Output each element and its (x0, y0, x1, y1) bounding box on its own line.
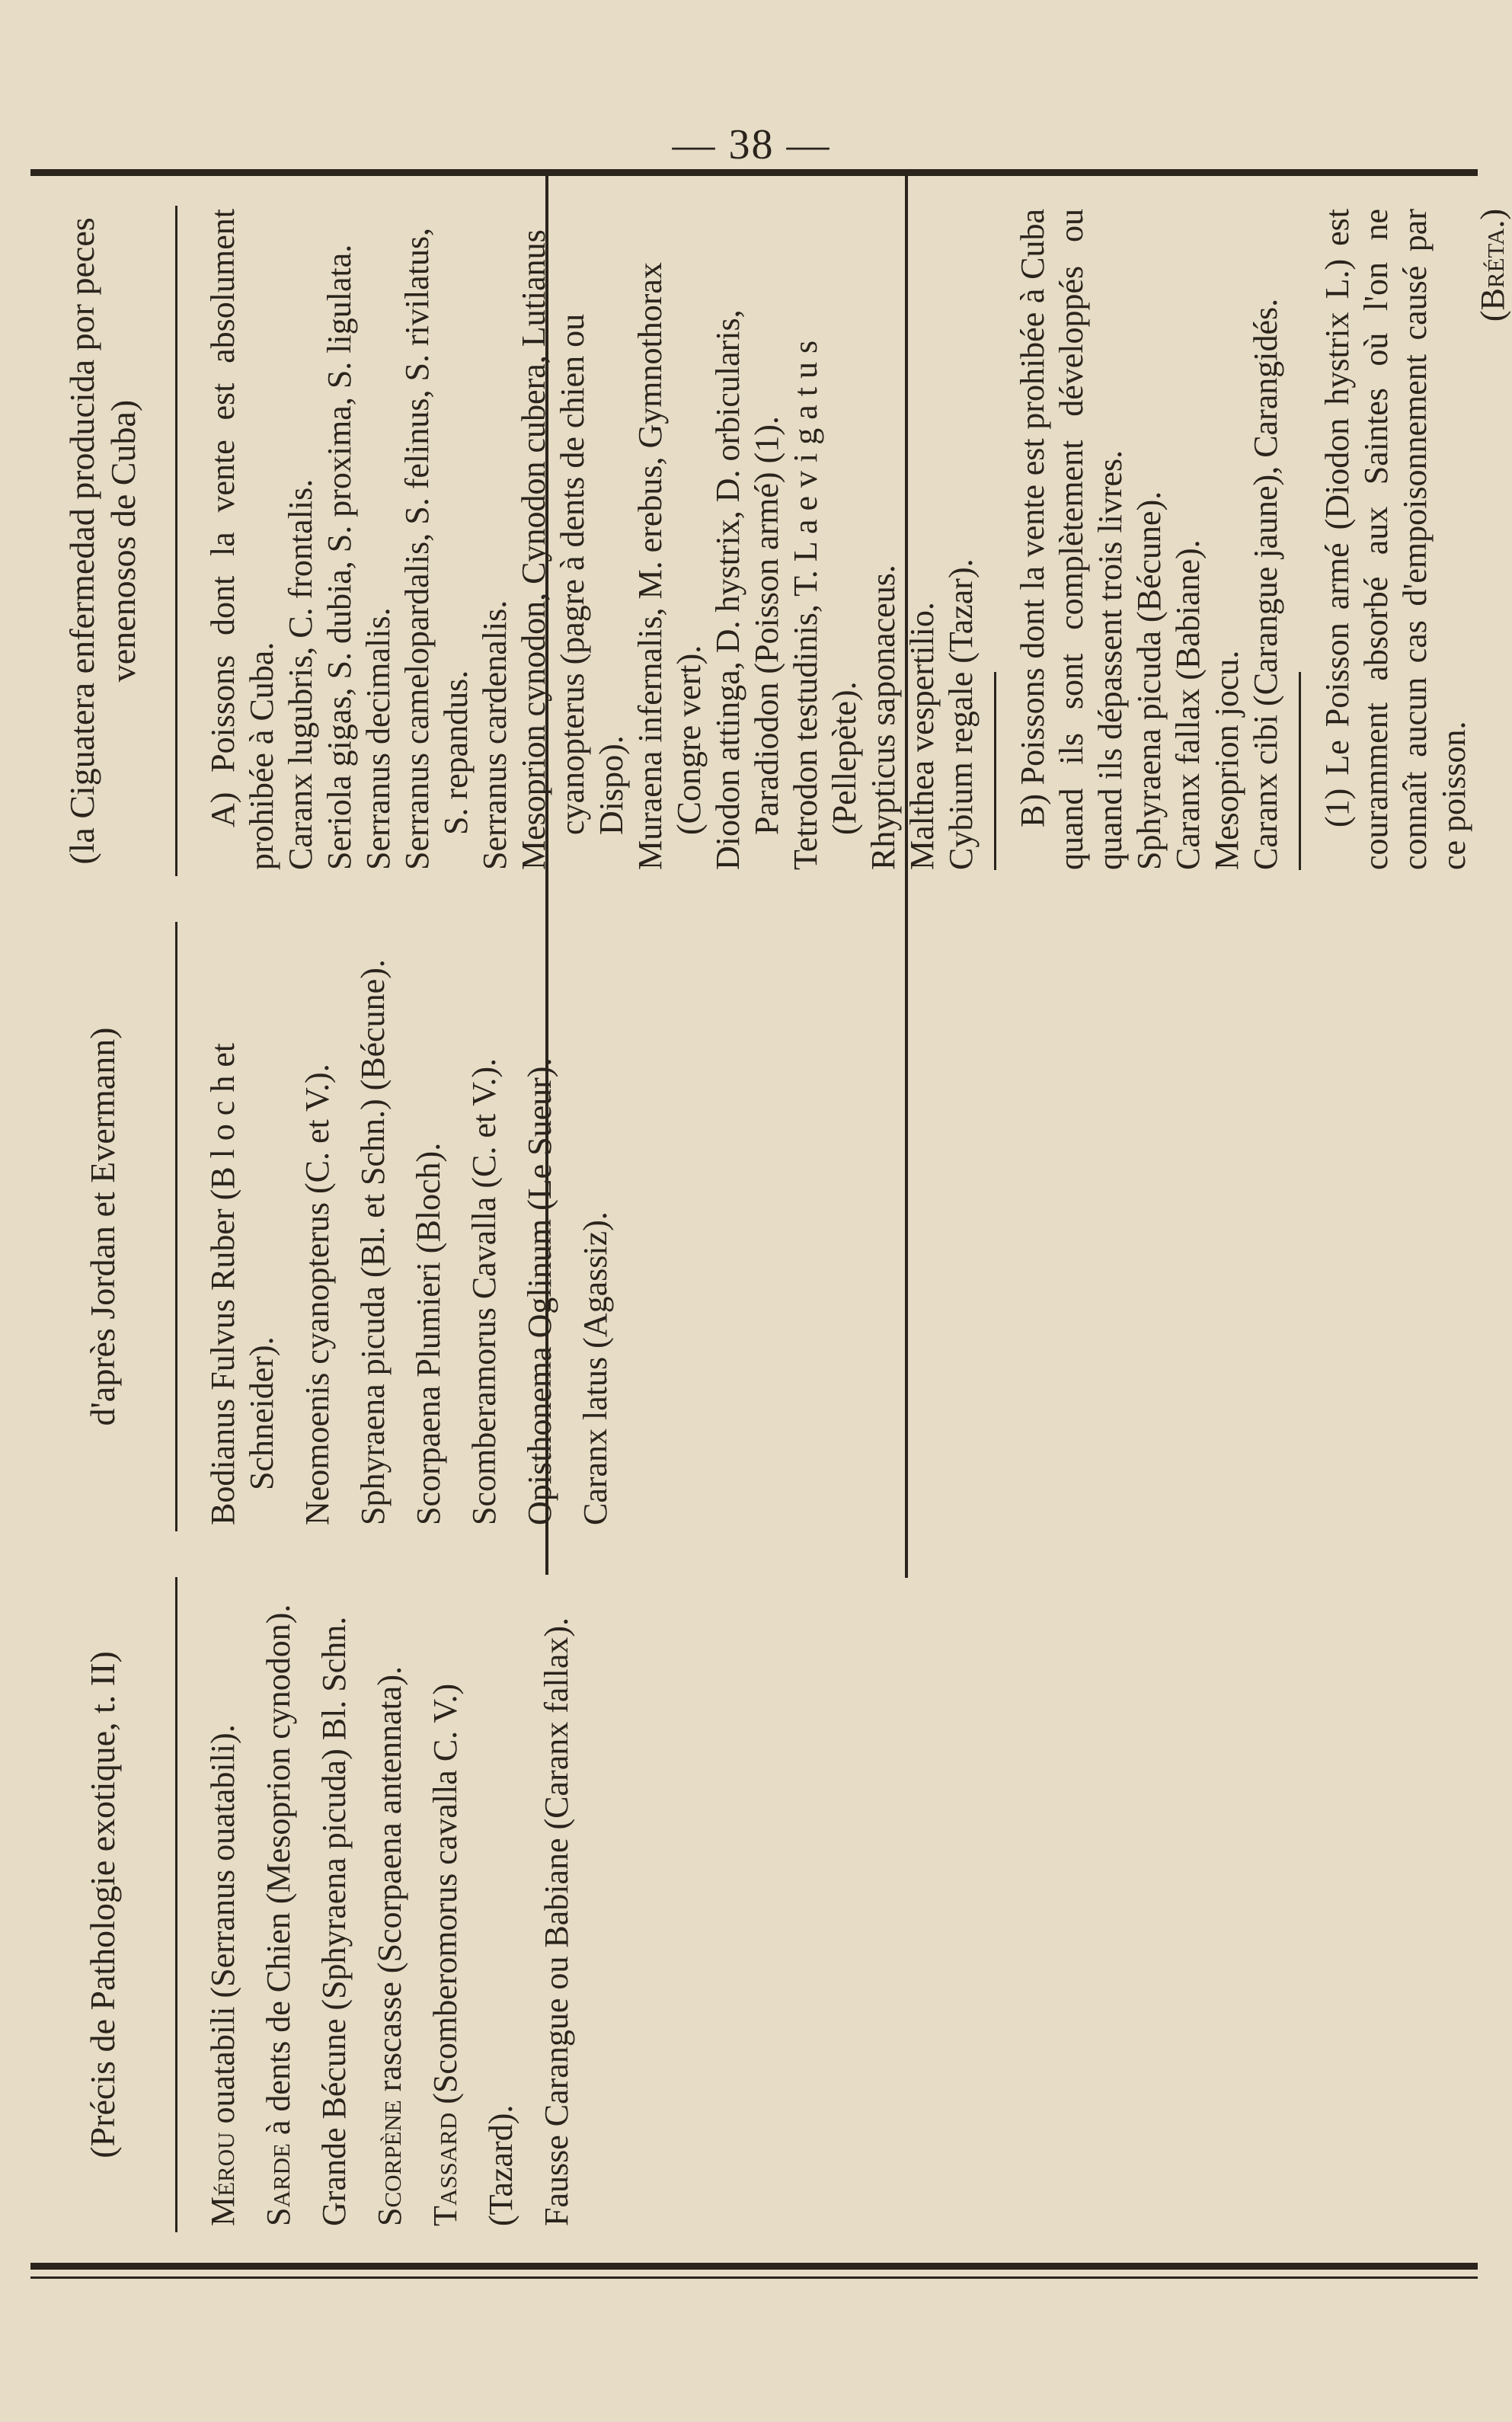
prohibited-species: Diodon attinga, D. hystrix, D. orbicularis, Paradiodon (Poisson armé) (1). (709, 309, 785, 870)
section-a-intro: A) Poissons dont la vente est absolument prohibée à Cuba. (204, 209, 280, 870)
column-jordan-body (177, 914, 615, 1539)
prohibited-species: Rhypticus saponaceus. (865, 565, 902, 870)
column-precis-body (177, 1569, 576, 2240)
entry-text: (Scomberomorus cavalla C. V.) (427, 1683, 464, 2113)
common-name: Sarde (260, 2143, 297, 2226)
footnote-source: (Bréta.) (1474, 209, 1511, 322)
prohibited-species: Serranus cardenalis. (476, 600, 513, 870)
species-entry: Neomoenis cyanopterus (C. et V.). (299, 1064, 336, 1525)
header-precis: (Précis de Pathologie exotique, t. II) (30, 1577, 177, 2232)
prohibited-species: Serranus camelopardalis, S. felinus, S. rivilatus, S. repandus. (398, 227, 475, 870)
precis-entry (370, 1580, 409, 2226)
prohibited-species: Caranx fallax (Babiane). (1169, 539, 1207, 870)
prohibited-species: Muraena infernalis, M. erebus, Gymnothorax (Congre vert). (631, 262, 708, 870)
header-jordan: d'après Jordan et Evermann) (30, 922, 177, 1531)
species-entry: Scomberamorus Cavalla (C. et V.). (465, 1057, 503, 1525)
section-b-list (1130, 209, 1285, 870)
common-name: Scorpène (371, 2100, 408, 2226)
header-ciguatera: (la Ciguatera enfermedad producida por peces venenosos de Cuba) (30, 206, 177, 876)
entry-text: (Tazard). (482, 2104, 519, 2226)
page-number: — 38 — (672, 121, 831, 168)
precis-entry (259, 1580, 298, 2226)
precis-entry (481, 1580, 520, 2226)
common-name: Tassard (427, 2112, 464, 2226)
column-precis (30, 1569, 1478, 2240)
prohibited-species: Mesoprion jocu. (1208, 650, 1245, 870)
species-entry: Caranx latus (Agassiz). (577, 1211, 614, 1525)
prohibited-species: Seriola gigas, S. dubia, S. proxima, S. ligulata. (321, 244, 358, 870)
column-ciguatera (30, 198, 1511, 884)
species-entry: Opisthonema Oglinum (Le Sueur). (521, 1057, 558, 1525)
bottom-rule (30, 2263, 1478, 2270)
entry-text: à dents de Chien (Mesoprion cynodon). (260, 1604, 297, 2144)
entry-text: Grande Bécune (Sphyraena picuda) Bl. Schn. (315, 1616, 353, 2226)
rotated-table (30, 183, 1511, 2240)
prohibited-species: Caranx lugubris, C. frontalis. (282, 478, 319, 870)
section-a-list (281, 209, 980, 870)
footnote-rule (1299, 672, 1301, 870)
prohibited-species: Cybium regale (Tazar). (942, 558, 980, 870)
prohibited-species: Mesoprion cynodon, Cynodon cubera, Lutianus cyanopterus (pagre à dents de chien ou Dispo). (515, 229, 630, 870)
species-entry: Scorpaena Plumieri (Bloch). (410, 1142, 447, 1525)
footnote: (1) Le Poisson armé (Diodon hystrix L.) est couramment absorbé aux Saintes où l'on ne connaît aucun cas d'empoisonnement causé par ce poisson. (1319, 209, 1472, 870)
entry-text: ouatabili (Serranus ouatabili). (204, 1724, 241, 2132)
section-b-intro: B) Poissons dont la vente est prohibée à Cuba quand ils sont complètement développés ou quand ils dépassent trois livres. (1014, 209, 1129, 870)
precis-entry (537, 1580, 576, 2226)
precis-entry (203, 1580, 242, 2226)
section-divider (994, 672, 996, 870)
entry-text: Fausse Carangue ou Babiane (Caranx fallax). (538, 1617, 575, 2226)
column-jordan (30, 914, 1478, 1539)
species-entry: Sphyraena picuda (Bl. et Schn.) (Bécune). (354, 959, 392, 1525)
entry-text: rascasse (Scorpaena antennata). (371, 1666, 408, 2100)
species-entry: Bodianus Fulvus Ruber (B l o c h et Schneider). (204, 1042, 280, 1525)
prohibited-species: Caranx cibi (Carangue jaune), Carangidés. (1247, 298, 1284, 870)
prohibited-species: Tetrodon testudinis, T. L a e v i g a t u s (Pellepète). (787, 340, 863, 870)
prohibited-species: Serranus decimalis. (360, 607, 397, 870)
prohibited-species: Malthea vespertilio. (903, 602, 941, 870)
bottom-rule-thin (30, 2276, 1478, 2279)
top-rule (30, 169, 1478, 176)
precis-entry (315, 1580, 353, 2226)
precis-entry (426, 1580, 465, 2226)
column-ciguatera-body (177, 198, 1512, 884)
prohibited-species: Sphyraena picuda (Bécune). (1130, 491, 1168, 870)
common-name: Mérou (204, 2132, 241, 2226)
